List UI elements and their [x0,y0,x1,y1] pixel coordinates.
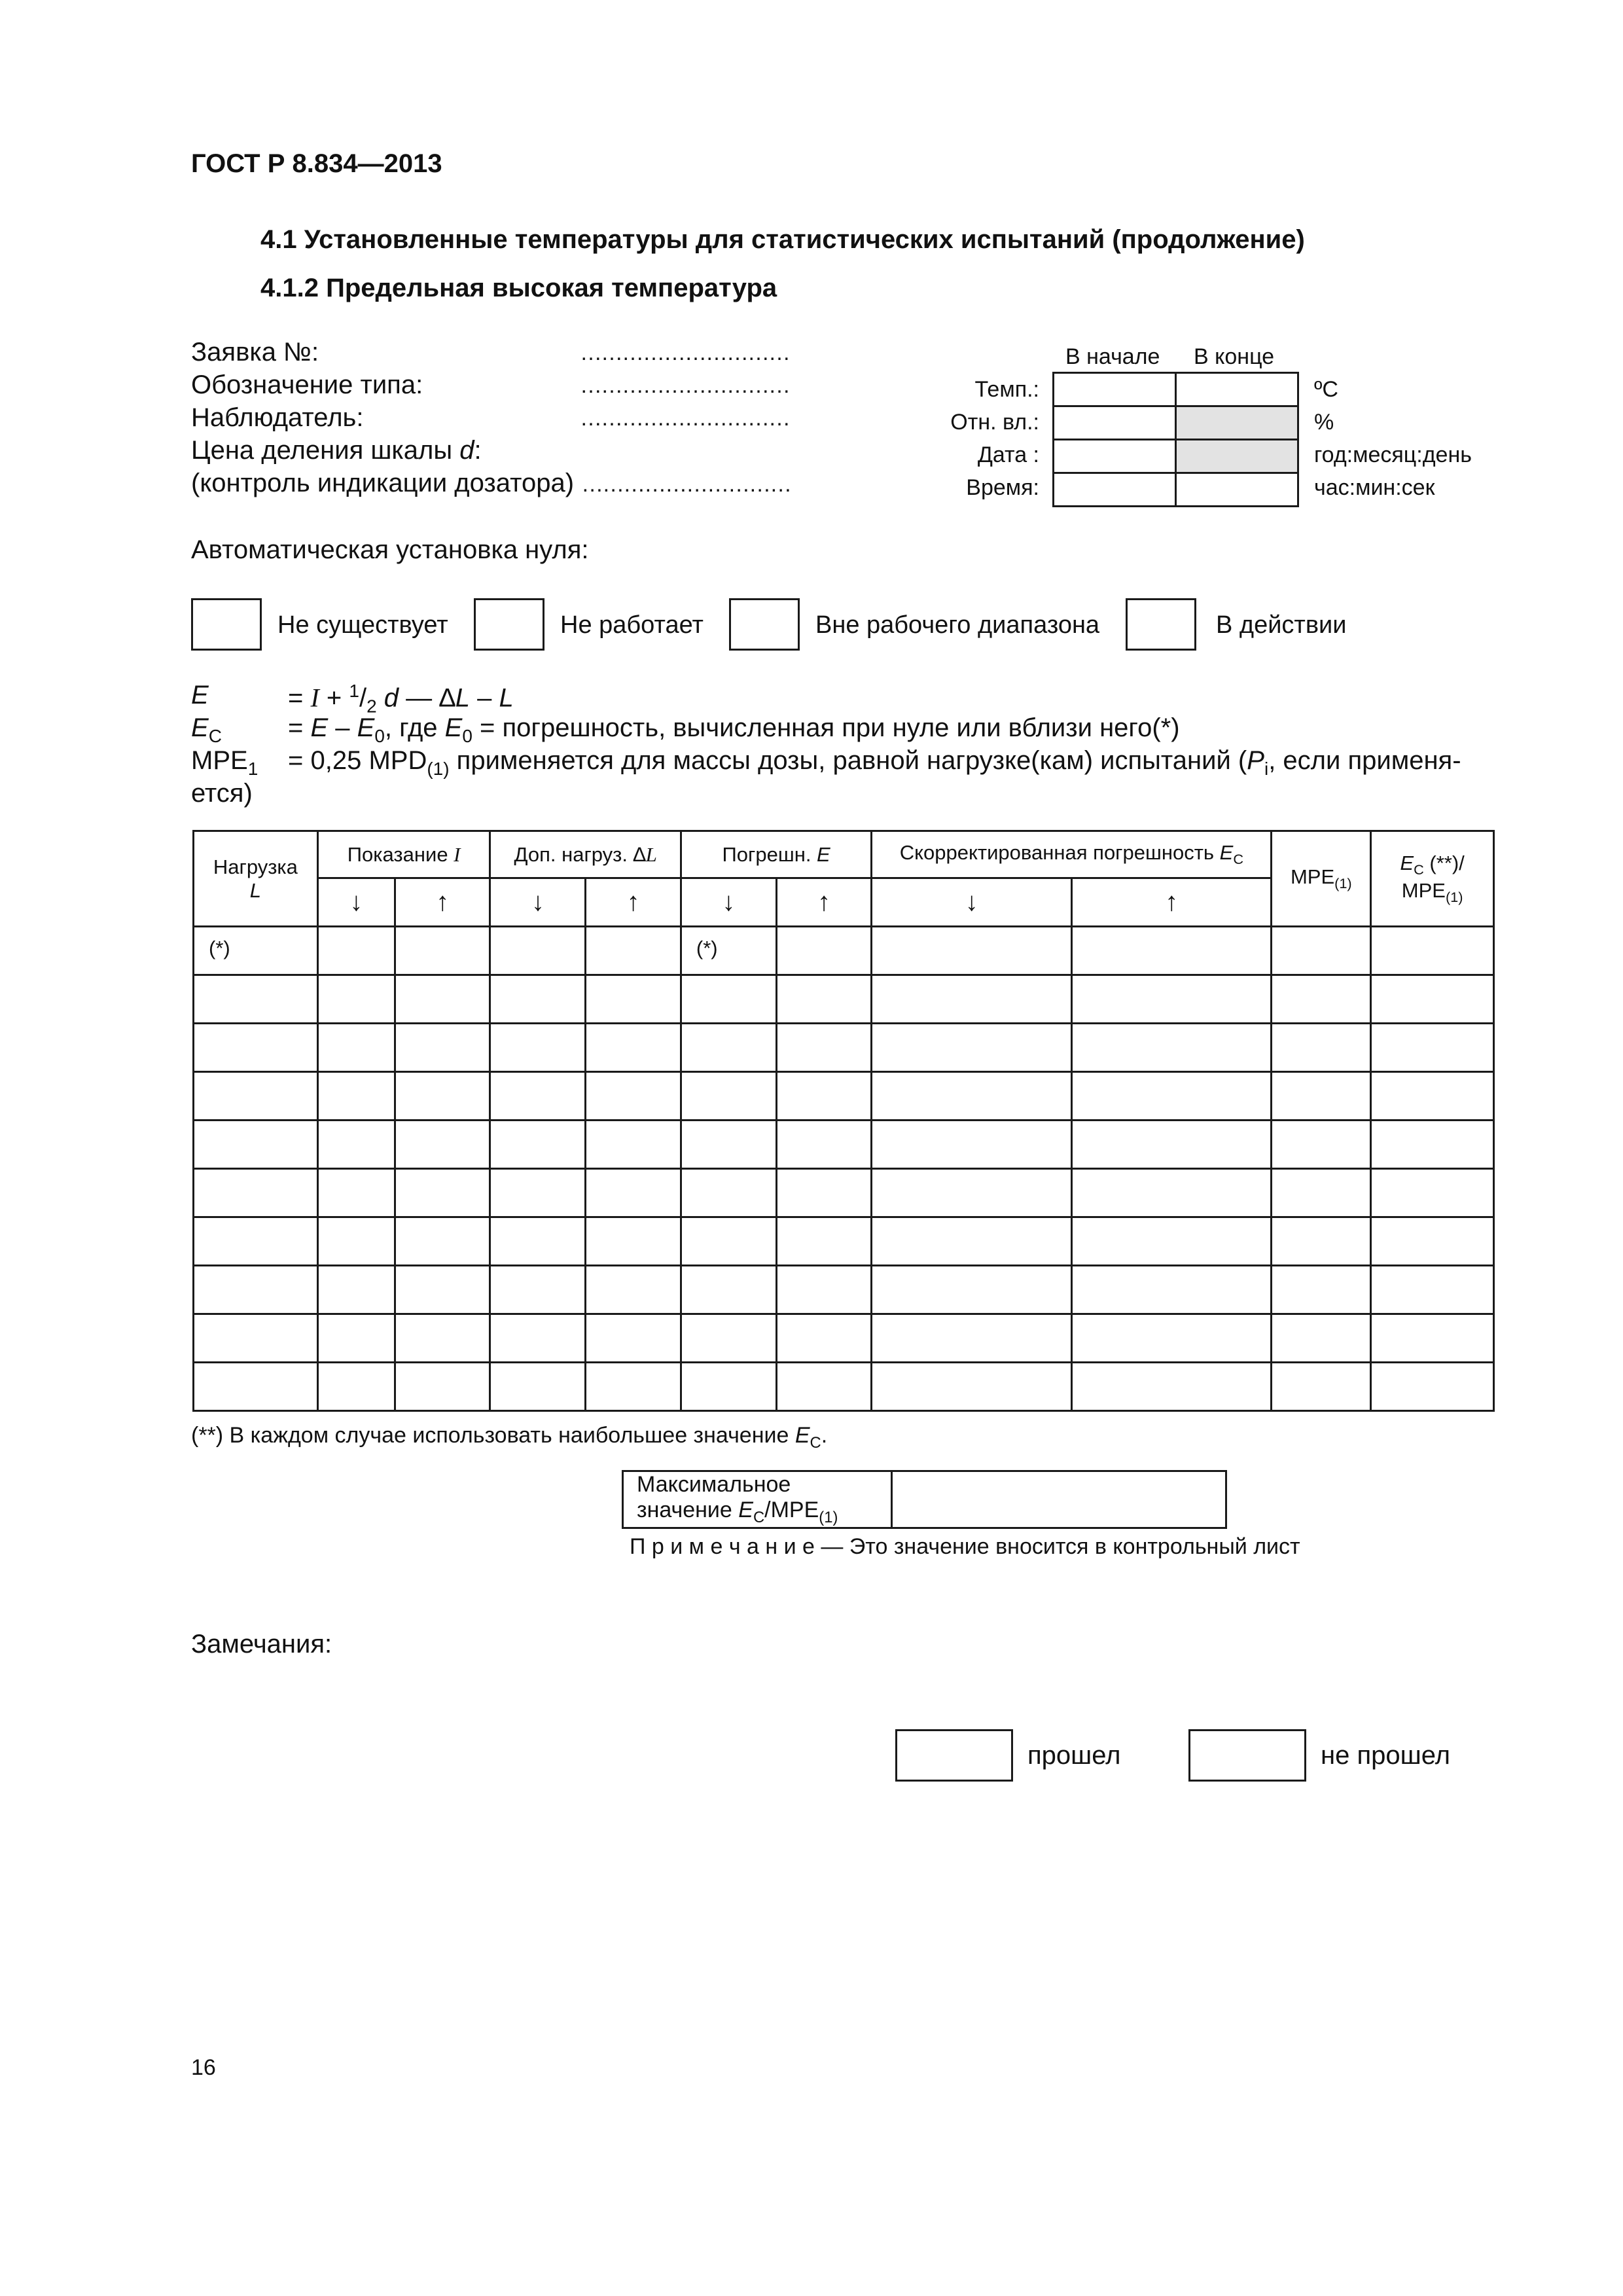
table-cell[interactable] [586,975,681,1024]
cond-row-label: Темп.: [974,377,1039,402]
table-cell[interactable] [194,1314,318,1363]
zero-option-label: Не существует [277,611,448,639]
cond-row-label: Дата : [977,442,1039,467]
table-cell[interactable] [776,1024,872,1072]
table-row [194,1024,1494,1072]
application-number-field[interactable]: ………………………… [580,340,789,365]
zero-setting-label: Автоматическая установка нуля: [191,535,589,564]
cond-col-start: В начале [1065,344,1160,369]
table-cell[interactable] [681,1217,776,1266]
table-cell[interactable] [194,1121,318,1169]
formula-mpe: = 0,25 $MPD_{(1)}$ применяется для массы дозы, равной нагрузке(кам) испытаний ($P_i$, если применя- [288,746,1461,779]
table-cell[interactable] [395,1314,490,1363]
table-cell[interactable] [872,1024,1072,1072]
table-cell[interactable] [1071,1217,1272,1266]
subsection-heading: 4.1.2 Предельная высокая температура [260,274,777,302]
table-cell[interactable] [1371,1266,1494,1314]
table-cell[interactable] [395,1266,490,1314]
passed-label: прошел [1027,1741,1121,1770]
remarks-label: Замечания: [191,1630,332,1659]
table-cell[interactable] [872,1169,1072,1217]
table-cell[interactable] [586,1217,681,1266]
col-header-load: Нагрузка L [194,831,318,927]
table-cell[interactable] [194,1363,318,1411]
table-cell[interactable] [1371,1072,1494,1121]
table-cell[interactable] [395,1217,490,1266]
table-row [194,1363,1494,1411]
table-cell[interactable] [776,927,872,975]
observer-label: Наблюдатель: [191,403,364,432]
failed-label: не прошел [1321,1741,1450,1770]
max-value-field[interactable] [892,1471,1226,1528]
zero-option-checkbox[interactable] [474,598,544,651]
table-cell[interactable] [681,1363,776,1411]
table-cell[interactable] [194,1266,318,1314]
scale-division-label: Цена деления шкалы d: [191,436,482,465]
table-cell[interactable] [1071,1169,1272,1217]
table-cell[interactable] [194,1072,318,1121]
col-header-mpe: $MPE_{(1)}$ [1272,831,1371,927]
table-cell[interactable] [1371,1217,1494,1266]
arrow-up-icon: ↑ [395,878,490,927]
formula-ec-symbol: $E_C$ [191,713,222,746]
table-cell[interactable] [317,1072,395,1121]
table-cell[interactable] [317,975,395,1024]
cond-unit: ºC [1314,377,1338,402]
measurement-table [192,830,1495,1412]
table-row [194,1314,1494,1363]
col-header-added-load: Доп. нагруз. ∆L [490,831,681,878]
table-cell[interactable] [1071,1121,1272,1169]
table-cell[interactable] [776,975,872,1024]
col-header-reading: Показание I [317,831,490,878]
table-cell[interactable] [776,1169,872,1217]
table-cell[interactable] [194,975,318,1024]
table-cell[interactable] [872,1314,1072,1363]
table-cell[interactable] [776,1266,872,1314]
table-cell[interactable] [776,1363,872,1411]
table-cell[interactable] [1371,927,1494,975]
table-cell[interactable] [681,1266,776,1314]
table-cell[interactable] [681,1169,776,1217]
table-cell[interactable] [586,1266,681,1314]
table-cell[interactable] [872,1072,1072,1121]
note: П р и м е ч а н и е — Это значение вносится в контрольный лист [630,1534,1300,1559]
table-row [194,975,1494,1024]
table-cell[interactable] [776,1314,872,1363]
table-cell[interactable] [395,1121,490,1169]
table-cell[interactable] [1371,1169,1494,1217]
formula-e-symbol: E [191,681,209,709]
zero-option-checkbox[interactable] [191,598,262,651]
table-cell[interactable] [1272,1072,1371,1121]
col-header-ratio: $E_C$ (**)/ $MPE_{(1)}$ [1371,831,1494,927]
table-cell[interactable] [872,1363,1072,1411]
table-cell[interactable] [317,1363,395,1411]
time-end-cell[interactable] [1176,473,1298,507]
table-cell[interactable] [1371,1024,1494,1072]
table-row [194,1217,1494,1266]
table-cell[interactable] [395,1072,490,1121]
table-cell[interactable] [1371,1363,1494,1411]
dispenser-indication-field[interactable]: ………………………… [581,472,791,497]
table-cell[interactable] [395,1024,490,1072]
table-cell[interactable] [395,1169,490,1217]
table-cell[interactable] [317,1024,395,1072]
table-cell[interactable] [490,975,586,1024]
cond-unit: год:месяц:день [1314,442,1472,467]
table-cell[interactable] [1272,1217,1371,1266]
table-row [194,1072,1494,1121]
table-cell[interactable] [1272,1024,1371,1072]
humidity-end-cell [1176,406,1298,440]
table-row [194,1169,1494,1217]
table-cell[interactable] [872,975,1072,1024]
zero-option-checkbox[interactable] [1126,598,1196,651]
table-cell[interactable] [395,1363,490,1411]
table-cell[interactable] [490,1024,586,1072]
temp-end-cell[interactable] [1176,373,1298,406]
table-cell[interactable] [1371,1121,1494,1169]
max-value-table [622,1470,1227,1529]
document-code: ГОСТ Р 8.834—2013 [191,149,442,178]
table-cell[interactable] [490,1314,586,1363]
table-cell[interactable] [490,1169,586,1217]
zero-option-label: В действии [1216,611,1347,639]
observer-field[interactable]: ………………………… [580,406,789,431]
table-cell[interactable] [490,927,586,975]
arrow-up-icon: ↑ [776,878,872,927]
table-cell[interactable] [317,1121,395,1169]
arrow-up-icon: ↑ [586,878,681,927]
table-cell[interactable] [317,1314,395,1363]
cond-row-label: Отн. вл.: [950,410,1039,435]
table-cell[interactable] [490,1266,586,1314]
footnote: (**) В каждом случае использовать наибольшее значение $E_C$. [191,1423,828,1452]
table-cell[interactable] [317,927,395,975]
table-row [194,1266,1494,1314]
table-cell[interactable] [317,1217,395,1266]
table-cell[interactable] [1272,1314,1371,1363]
cond-unit: % [1314,410,1334,435]
table-cell[interactable] [1371,975,1494,1024]
table-cell[interactable] [490,1121,586,1169]
table-cell[interactable] [1272,927,1371,975]
time-start-cell[interactable] [1054,473,1176,507]
table-cell[interactable] [1371,1314,1494,1363]
table-cell[interactable] [1272,1266,1371,1314]
table-cell[interactable] [586,1169,681,1217]
arrow-down-icon: ↓ [490,878,586,927]
table-cell[interactable] [1071,1314,1272,1363]
max-value-label: Максимальное значение $E_C/MPE_{(1)}$ [623,1471,892,1528]
table-cell[interactable] [194,1217,318,1266]
table-cell[interactable] [776,1121,872,1169]
table-cell[interactable] [1272,1363,1371,1411]
zero-option-checkbox[interactable] [729,598,800,651]
col-header-error: Погрешн. E [681,831,872,878]
table-cell[interactable] [681,1072,776,1121]
table-cell[interactable] [395,927,490,975]
table-cell[interactable] [395,975,490,1024]
table-row [194,927,1494,975]
date-end-cell [1176,440,1298,473]
table-cell[interactable] [490,1217,586,1266]
cond-unit: час:мин:сек [1314,475,1435,500]
temp-start-cell[interactable] [1054,373,1176,406]
table-cell[interactable] [586,1363,681,1411]
table-cell[interactable] [194,1024,318,1072]
passed-checkbox[interactable] [895,1729,1013,1782]
arrow-down-icon: ↓ [872,878,1072,927]
table-cell[interactable] [872,1217,1072,1266]
dispenser-indication-label: (контроль индикации дозатора) ………………………… [191,469,791,497]
table-cell[interactable] [872,1266,1072,1314]
table-cell[interactable] [1071,1024,1272,1072]
table-cell[interactable] [681,975,776,1024]
section-heading: 4.1 Установленные температуры для статистических испытаний (продолжение) [260,225,1305,254]
table-cell[interactable]: (*) [194,927,318,975]
zero-option-label: Не работает [560,611,704,639]
humidity-start-cell[interactable] [1054,406,1176,440]
table-cell[interactable] [586,1072,681,1121]
cond-col-end: В конце [1194,344,1275,369]
table-cell[interactable] [776,1217,872,1266]
arrow-down-icon: ↓ [317,878,395,927]
table-cell[interactable] [586,1024,681,1072]
table-cell[interactable] [586,927,681,975]
table-cell[interactable] [872,1121,1072,1169]
table-cell[interactable] [681,1024,776,1072]
table-cell[interactable] [1071,1072,1272,1121]
zero-option-label: Вне рабочего диапазона [815,611,1100,639]
table-cell[interactable] [681,1314,776,1363]
table-cell[interactable] [586,1314,681,1363]
conditions-table [1052,372,1299,507]
col-header-corrected-error: Скорректированная погрешность $E_C$ [872,831,1272,878]
table-cell[interactable] [490,1072,586,1121]
page-number: 16 [191,2055,216,2080]
arrow-down-icon: ↓ [681,878,776,927]
table-cell[interactable] [1272,1169,1371,1217]
date-start-cell[interactable] [1054,440,1176,473]
table-cell[interactable] [1272,975,1371,1024]
table-cell[interactable] [586,1121,681,1169]
table-cell[interactable] [776,1072,872,1121]
table-cell[interactable] [194,1169,318,1217]
type-designation-label: Обозначение типа: [191,370,423,399]
formula-mpe-symbol: $MPE_1$ [191,746,259,779]
table-cell[interactable] [1071,1266,1272,1314]
table-cell[interactable] [1071,975,1272,1024]
table-cell[interactable] [1272,1121,1371,1169]
table-cell[interactable] [317,1169,395,1217]
failed-checkbox[interactable] [1188,1729,1306,1782]
table-cell[interactable] [681,1121,776,1169]
formula-mpe-continuation: ется) [191,779,253,808]
cond-row-label: Время: [966,475,1039,500]
type-designation-field[interactable]: ………………………… [580,373,789,398]
table-cell[interactable] [1071,927,1272,975]
table-cell[interactable] [872,927,1072,975]
formula-e: = $I + ^1/_2$ d — ∆L – L [288,681,514,717]
arrow-up-icon: ↑ [1071,878,1272,927]
formula-ec: = E – $E_0$, где $E_0$ = погрешность, вычисленная при нуле или вблизи него(*) [288,713,1180,746]
table-cell[interactable] [317,1266,395,1314]
application-number-label: Заявка №: [191,338,319,367]
table-cell[interactable] [490,1363,586,1411]
table-cell[interactable] [1071,1363,1272,1411]
table-cell[interactable]: (*) [681,927,776,975]
table-row [194,1121,1494,1169]
